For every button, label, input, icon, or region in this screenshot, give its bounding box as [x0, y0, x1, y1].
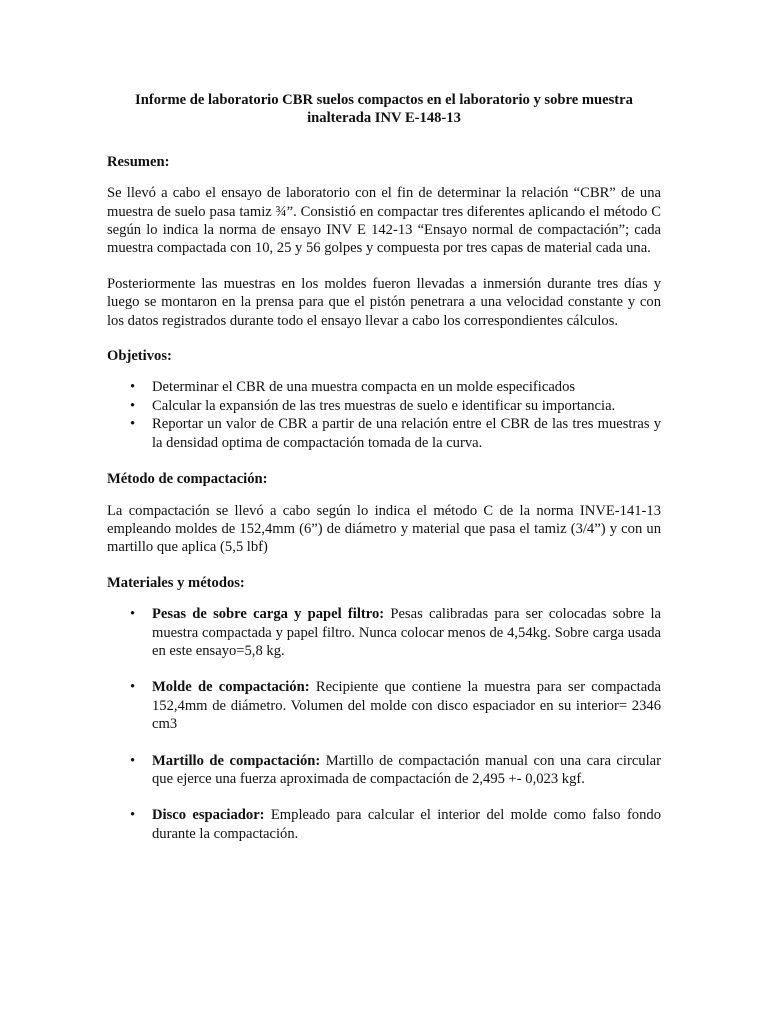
materiales-list: [107, 605, 661, 843]
objetivo-text: Calcular la expansión de las tres muestras de suelo e identificar su importancia.: [152, 397, 616, 414]
material-description: Empleado para calcular el interior del molde como falso fondo durante la compactación.: [152, 807, 661, 842]
metodo-paragraph: La compactación se llevó a cabo según lo indica el método C de la norma INVE-141-13 empleando moldes de 152,4mm (6”) de diámetro y material que pasa el tamiz (3/4”) y con un martillo que aplica (5,5 lbf): [107, 502, 661, 556]
objetivos-list: [107, 378, 661, 452]
material-description: Recipiente que contiene la muestra para ser compactada 152,4mm de diámetro. Volumen del molde con disco espaciador en su interior= 2346 cm3: [152, 679, 661, 733]
resumen-paragraph-2: Posteriormente las muestras en los moldes fueron llevadas a inmersión durante tres días y luego se montaron en la prensa para que el pistón penetrara a una velocidad constante y con los datos registrados durante todo el ensayo llevar a cabo los correspondientes cálculos.: [107, 275, 661, 329]
material-description: Pesas calibradas para ser colocadas sobre la muestra compactada y papel filtro. Nunca colocar menos de 4,54kg. Sobre carga usada en este ensayo=5,8 kg.: [152, 606, 661, 659]
heading-resumen: Resumen:: [107, 153, 170, 170]
heading-materiales: Materiales y métodos:: [107, 574, 245, 591]
material-term: Pesas de sobre carga y papel filtro:: [152, 606, 385, 623]
bullet-icon: •: [130, 397, 136, 414]
heading-metodo: Método de compactación:: [107, 471, 268, 488]
list-item: [107, 806, 661, 843]
material-term: Disco espaciador:: [152, 807, 265, 824]
bullet-icon: •: [130, 679, 136, 696]
list-item: [107, 605, 661, 660]
list-item: [107, 378, 661, 396]
document-title: Informe de laboratorio CBR suelos compactos en el laboratorio y sobre muestra inalterada INV E-148-13: [135, 92, 633, 127]
objetivo-text: Determinar el CBR de una muestra compacta en un molde especificados: [152, 379, 576, 396]
list-item: [107, 415, 661, 452]
bullet-icon: •: [130, 807, 136, 824]
list-item: [107, 752, 661, 789]
material-term: Martillo de compactación:: [152, 752, 321, 769]
material-description: Martillo de compactación manual con una cara circular que ejerce una fuerza aproximada de compactación de 2,495 +- 0,023 kgf.: [152, 752, 661, 787]
bullet-icon: •: [130, 606, 136, 623]
bullet-icon: •: [130, 752, 136, 769]
list-item: [107, 397, 661, 415]
material-term: Molde de compactación:: [152, 679, 310, 696]
bullet-icon: •: [130, 416, 136, 433]
resumen-paragraph-1: Se llevó a cabo el ensayo de laboratorio con el fin de determinar la relación “CBR” de una muestra de suelo pasa tamiz ¾”. Consistió en compactar tres diferentes aplicando el método C según lo indica la norma de ensayo INV E 142-13 “Ensayo normal de compactación”; cada muestra compactada con 10, 25 y 56 golpes y compuesta por tres capas de material cada una.: [107, 185, 661, 257]
objetivo-text: Reportar un valor de CBR a partir de una relación entre el CBR de las tres muestras y la densidad optima de compactación tomada de la curva.: [152, 416, 661, 451]
bullet-icon: •: [130, 379, 136, 396]
heading-objetivos: Objetivos:: [107, 348, 172, 365]
list-item: [107, 678, 661, 733]
